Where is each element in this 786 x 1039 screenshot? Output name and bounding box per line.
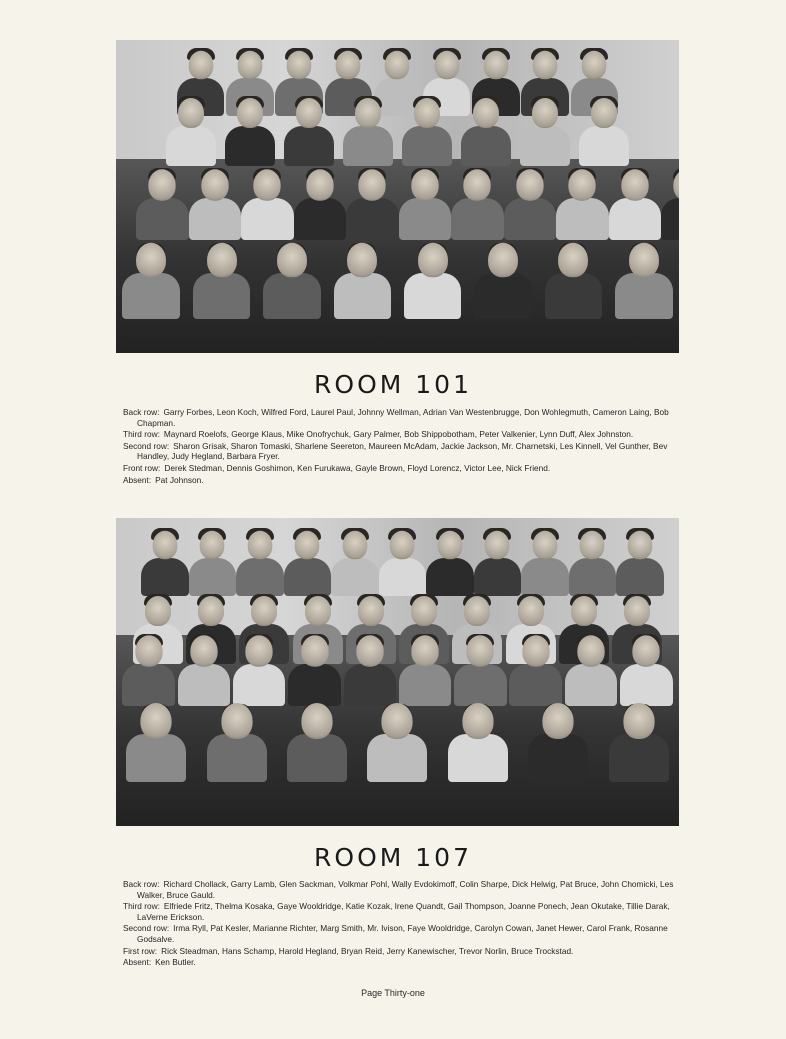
photo-person	[545, 245, 603, 319]
photo-person	[241, 170, 294, 240]
photo-person	[528, 706, 588, 782]
room-107-heading: ROOM 107	[314, 843, 472, 872]
photo-person	[189, 170, 242, 240]
photo-person	[379, 530, 427, 596]
caption-row: First row: Rick Steadman, Hans Schamp, Harold Hegland, Bryan Reid, Jerry Kanewischer, Trevor Norlin, Bruce Trockstad.	[123, 945, 574, 956]
room-101-caption	[123, 407, 678, 486]
photo-person	[284, 530, 332, 596]
photo-person	[509, 636, 562, 706]
photo-person	[331, 530, 379, 596]
room-101-class-photo	[116, 40, 679, 353]
photo-person	[609, 170, 662, 240]
photo-person	[294, 170, 347, 240]
photo-person	[616, 530, 664, 596]
room-107-caption	[123, 879, 678, 969]
photo-person	[454, 636, 507, 706]
photo-person	[233, 636, 286, 706]
caption-row: Second row: Sharon Grisak, Sharon Tomaski, Sharlene Seereton, Maureen McAdam, Jackie Jackson, Mr. Charnetski, Les Kinnell, Vel Gunther, Bev Handley, Judy Hegland, Barbara Fryer.	[123, 440, 668, 462]
photo-person	[122, 636, 175, 706]
photo-person	[399, 170, 452, 240]
caption-row: Back row: Garry Forbes, Leon Koch, Wilfred Ford, Laurel Paul, Johnny Wellman, Adrian Van Westenbrugge, Don Wohlegmuth, Cameron Laing, Bob Chapman.	[123, 407, 669, 428]
photo-person-row	[116, 530, 679, 596]
caption-row: Absent: Pat Johnson.	[123, 474, 204, 485]
photo-person	[166, 98, 216, 166]
photo-person-row	[116, 636, 679, 706]
photo-person	[288, 636, 341, 706]
photo-person-row	[116, 706, 679, 782]
photo-person	[426, 530, 474, 596]
photo-person	[402, 98, 452, 166]
photo-person-row	[116, 245, 679, 319]
caption-row: Second row: Irma Ryll, Pat Kesler, Marianne Richter, Marg Smith, Mr. Ivison, Faye Wooldridge, Carolyn Cowan, Janet Hewer, Carol Frank, Rosanne Godsalve.	[123, 923, 668, 944]
photo-person	[207, 706, 267, 782]
photo-person	[474, 245, 532, 319]
photo-person	[504, 170, 557, 240]
photo-person-row	[116, 98, 679, 166]
photo-person	[569, 530, 617, 596]
caption-row: Back row: Richard Chollack, Garry Lamb, Glen Sackman, Volkmar Pohl, Wally Evdokimoff, Colin Sharpe, Dick Helwig, Pat Bruce, John Chomicki, Les Walker, Bruce Gauld.	[123, 879, 674, 900]
photo-person	[287, 706, 347, 782]
photo-person	[521, 530, 569, 596]
caption-row: Front row: Derek Stedman, Dennis Goshimon, Ken Furukawa, Gayle Brown, Floyd Lorencz, Victor Lee, Nick Friend.	[123, 462, 551, 473]
photo-person	[448, 706, 508, 782]
photo-person	[236, 530, 284, 596]
photo-person	[284, 98, 334, 166]
photo-person	[367, 706, 427, 782]
photo-person	[615, 245, 673, 319]
photo-person	[399, 636, 452, 706]
photo-person	[189, 530, 237, 596]
photo-person	[225, 98, 275, 166]
photo-person	[263, 245, 321, 319]
photo-person	[609, 706, 669, 782]
caption-row: Third row: Maynard Roelofs, George Klaus, Mike Onofrychuk, Gary Palmer, Bob Shippobotham, Peter Valkenier, Lynn Duff, Alex Johnston.	[123, 429, 634, 440]
photo-person	[579, 98, 629, 166]
photo-person	[565, 636, 618, 706]
photo-person	[520, 98, 570, 166]
photo-person	[126, 706, 186, 782]
photo-person	[474, 530, 522, 596]
photo-person	[346, 170, 399, 240]
photo-person	[136, 170, 189, 240]
photo-person	[178, 636, 231, 706]
photo-person	[193, 245, 251, 319]
room-101-heading: ROOM 101	[314, 370, 472, 399]
photo-person	[661, 170, 679, 240]
photo-person	[556, 170, 609, 240]
room-107-class-photo	[116, 518, 679, 826]
page-number: Page Thirty-one	[361, 988, 425, 998]
photo-person	[334, 245, 392, 319]
photo-person	[461, 98, 511, 166]
photo-person	[620, 636, 673, 706]
photo-person	[343, 98, 393, 166]
caption-row: Third row: Elfriede Fritz, Thelma Kosaka, Gaye Wooldridge, Katie Kozak, Irene Quandt, Gail Thompson, Joanne Ponech, Jean Okutake, Tillie Darak, LaVerne Erickson.	[123, 901, 670, 922]
photo-person	[451, 170, 504, 240]
photo-person	[344, 636, 397, 706]
photo-person-row	[116, 170, 679, 240]
caption-row: Absent: Ken Butler.	[123, 957, 196, 968]
photo-person	[122, 245, 180, 319]
photo-person	[141, 530, 189, 596]
photo-person	[404, 245, 462, 319]
